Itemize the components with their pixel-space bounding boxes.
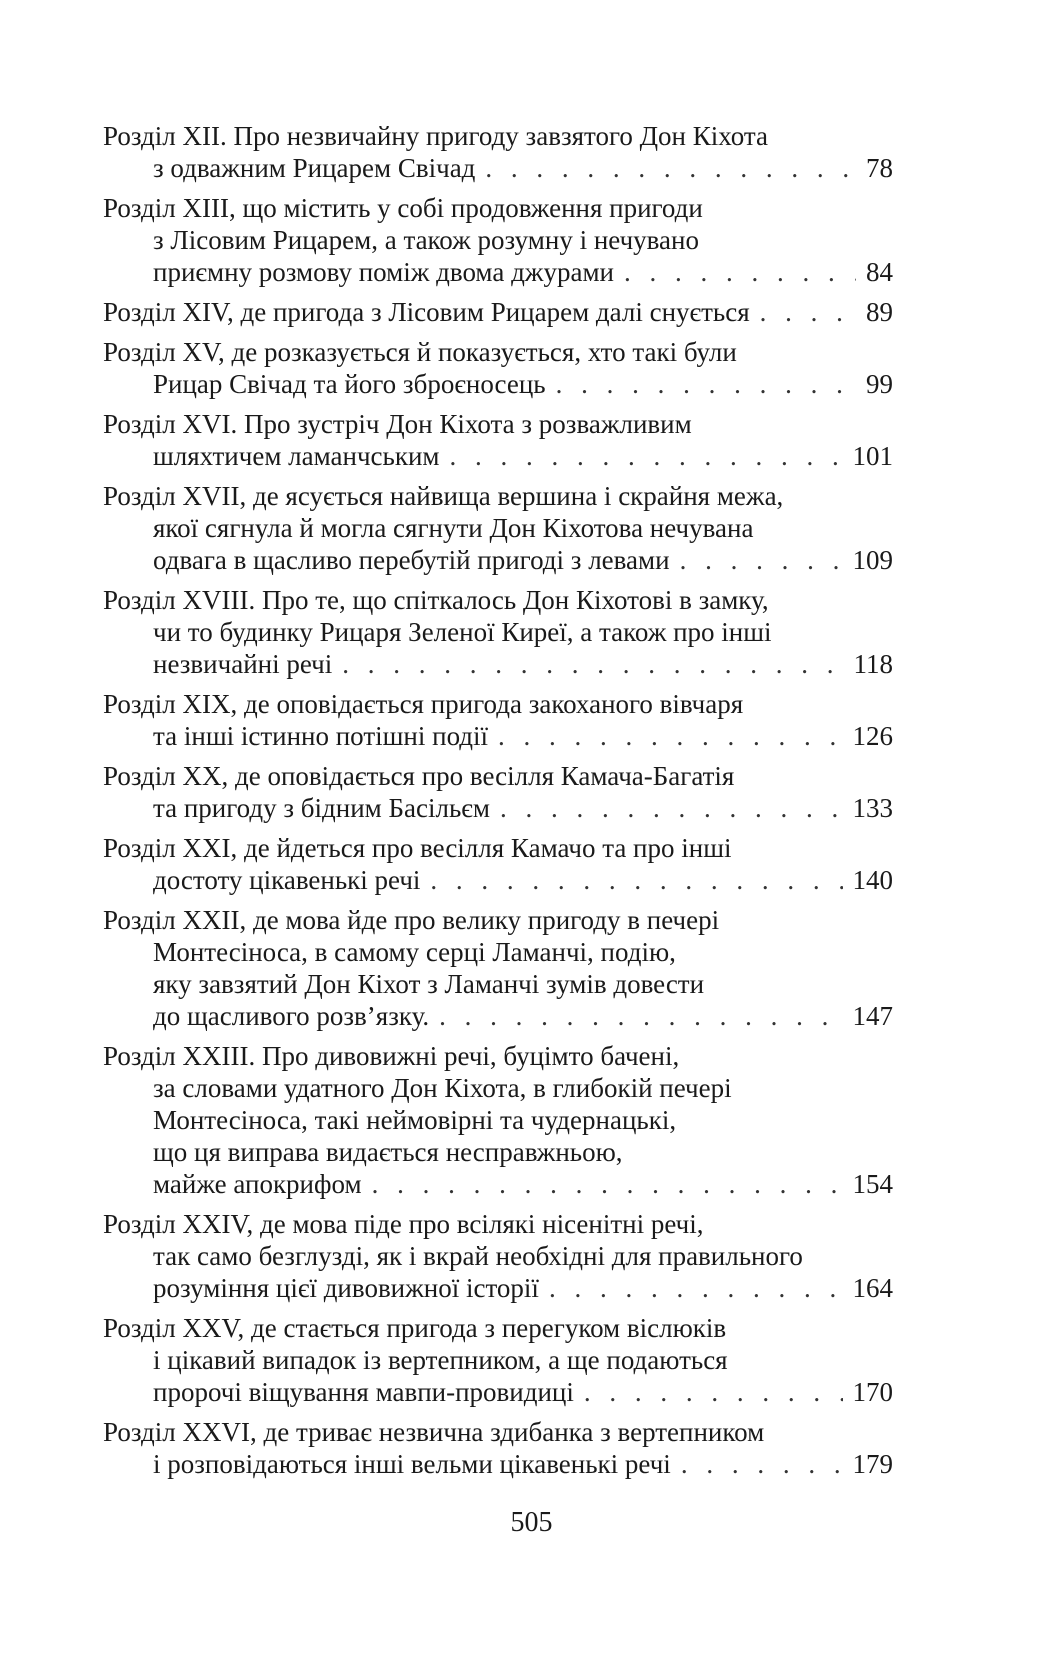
toc-entry-last-line [103, 296, 893, 328]
toc-entry-line: що ця виправа видається несправжньою, [153, 1137, 623, 1167]
toc-entry-line: Розділ XIX, де оповідається пригода закоханого вівчаря [103, 689, 744, 719]
toc-entry-page: 147 [852, 1001, 893, 1031]
toc-entry[interactable] [103, 120, 893, 184]
toc-entry-last-line [103, 544, 893, 576]
dot-leader [556, 368, 856, 400]
table-of-contents [103, 120, 893, 1488]
dot-leader [549, 1272, 843, 1304]
toc-entry-text: і розповідаються інші вельми цікавенькі речі [153, 1449, 671, 1479]
toc-entry-page: 170 [852, 1377, 893, 1407]
dot-leader [760, 296, 856, 328]
dot-leader [500, 792, 843, 824]
toc-entry-last-line [103, 368, 893, 400]
toc-entry-text: одвага в щасливо перебутій пригоді з левами [153, 545, 670, 575]
toc-entry-line: Розділ XXI, де йдеться про весілля Камачо та про інші [103, 833, 732, 863]
toc-entry-line: якої сягнула й могла сягнути Дон Кіхотова нечувана [153, 513, 754, 543]
toc-entry[interactable] [103, 760, 893, 824]
dot-leader [498, 720, 842, 752]
toc-entry[interactable] [103, 688, 893, 752]
toc-entry-page: 109 [852, 545, 893, 575]
toc-entry-text: Розділ XIV, де пригода з Лісовим Рицарем далі снується [103, 297, 750, 327]
toc-entry-last-line [103, 1272, 893, 1304]
toc-entry-text: достоту цікавенькі речі [153, 865, 421, 895]
toc-entry[interactable] [103, 584, 893, 680]
toc-entry-text: приємну розмову поміж двома джурами [153, 257, 614, 287]
dot-leader [439, 1000, 842, 1032]
toc-entry-line: Монтесіноса, в самому серці Ламанчі, подію, [153, 937, 676, 967]
toc-entry[interactable] [103, 336, 893, 400]
dot-leader [681, 1448, 843, 1480]
toc-entry-last-line [103, 1448, 893, 1480]
toc-entry-page: 133 [852, 793, 893, 823]
toc-entry-text: з одважним Рицарем Свічад [153, 153, 476, 183]
toc-entry-line: Розділ XXVI, де триває незвична здибанка з вертепником [103, 1417, 765, 1447]
toc-entry-text: Рицар Свічад та його зброєносець [153, 369, 546, 399]
toc-entry-text: майже апокрифом [153, 1169, 362, 1199]
dot-leader [624, 256, 856, 288]
toc-entry[interactable] [103, 1208, 893, 1304]
toc-entry[interactable] [103, 296, 893, 328]
toc-entry-line: Розділ XX, де оповідається про весілля Камача-Багатія [103, 761, 735, 791]
toc-entry-line: з Лісовим Рицарем, а також розумну і нечувано [153, 225, 699, 255]
dot-leader [449, 440, 842, 472]
toc-entry-line: Розділ XXV, де стається пригода з перегуком віслюків [103, 1313, 727, 1343]
toc-entry-line: Розділ XII. Про незвичайну пригоду завзятого Дон Кіхота [103, 121, 768, 151]
toc-entry[interactable] [103, 192, 893, 288]
toc-entry[interactable] [103, 408, 893, 472]
dot-leader [584, 1376, 843, 1408]
toc-entry-line: Розділ XVIII. Про те, що спіткалось Дон Кіхотові в замку, [103, 585, 769, 615]
toc-entry-page: 84 [866, 257, 893, 287]
toc-entry-line: Розділ XV, де розказується й показується, хто такі були [103, 337, 737, 367]
toc-entry-line: Розділ XVII, де ясується найвища вершина і скрайня межа, [103, 481, 784, 511]
dot-leader [430, 864, 842, 896]
toc-entry-line: яку завзятий Дон Кіхот з Ламанчі зумів довести [153, 969, 705, 999]
dot-leader [485, 152, 856, 184]
toc-entry-last-line [103, 792, 893, 824]
toc-entry-page: 164 [852, 1273, 893, 1303]
toc-entry-page: 101 [852, 441, 893, 471]
toc-entry-line: і цікавий випадок із вертепником, а ще подаються [153, 1345, 728, 1375]
toc-entry-line: за словами удатного Дон Кіхота, в глибокій печері [153, 1073, 732, 1103]
toc-entry-line: Розділ XXIII. Про дивовижні речі, буцімто бачені, [103, 1041, 680, 1071]
toc-entry-text: незвичайні речі [153, 649, 333, 679]
dot-leader [342, 648, 843, 680]
page-number: 505 [510, 1507, 553, 1538]
toc-entry-last-line [103, 864, 893, 896]
toc-entry-last-line [103, 720, 893, 752]
toc-entry[interactable] [103, 904, 893, 1032]
toc-entry-page: 179 [852, 1449, 893, 1479]
toc-entry-last-line [103, 440, 893, 472]
toc-entry[interactable] [103, 1416, 893, 1480]
toc-entry-line: чи то будинку Рицаря Зеленої Киреї, а також про інші [153, 617, 772, 647]
dot-leader [372, 1168, 843, 1200]
toc-entry-text: пророчі віщування мавпи-провидиці [153, 1377, 574, 1407]
toc-entry-text: та пригоду з бідним Басільєм [153, 793, 490, 823]
toc-entry-text: та інші істинно потішні події [153, 721, 489, 751]
toc-entry[interactable] [103, 832, 893, 896]
toc-entry-last-line [103, 1000, 893, 1032]
toc-entry-last-line [103, 256, 893, 288]
toc-entry[interactable] [103, 1312, 893, 1408]
dot-leader [680, 544, 843, 576]
toc-entry-last-line [103, 648, 893, 680]
toc-entry-line: Розділ XVI. Про зустріч Дон Кіхота з розважливим [103, 409, 692, 439]
toc-entry[interactable] [103, 1040, 893, 1200]
toc-entry-text: до щасливого розв’язку. [153, 1001, 430, 1031]
toc-entry-text: шляхтичем ламанчським [153, 441, 440, 471]
toc-entry[interactable] [103, 480, 893, 576]
toc-entry-line: Розділ XXIV, де мова піде про всілякі нісенітні речі, [103, 1209, 704, 1239]
toc-entry-line: Розділ XIII, що містить у собі продовження пригоди [103, 193, 703, 223]
toc-entry-page: 118 [853, 649, 893, 679]
toc-entry-last-line [103, 1168, 893, 1200]
toc-entry-last-line [103, 152, 893, 184]
toc-entry-line: так само безглузді, як і вкрай необхідні для правильного [153, 1241, 803, 1271]
toc-entry-line: Розділ XXII, де мова йде про велику пригоду в печері [103, 905, 720, 935]
toc-entry-page: 154 [852, 1169, 893, 1199]
toc-entry-page: 99 [866, 369, 893, 399]
toc-entry-page: 126 [852, 721, 893, 751]
toc-entry-last-line [103, 1376, 893, 1408]
toc-entry-text: розуміння цієї дивовижної історії [153, 1273, 539, 1303]
toc-entry-page: 140 [852, 865, 893, 895]
toc-entry-line: Монтесіноса, такі неймовірні та чудернацькі, [153, 1105, 677, 1135]
toc-entry-page: 89 [866, 297, 893, 327]
toc-entry-page: 78 [866, 153, 893, 183]
